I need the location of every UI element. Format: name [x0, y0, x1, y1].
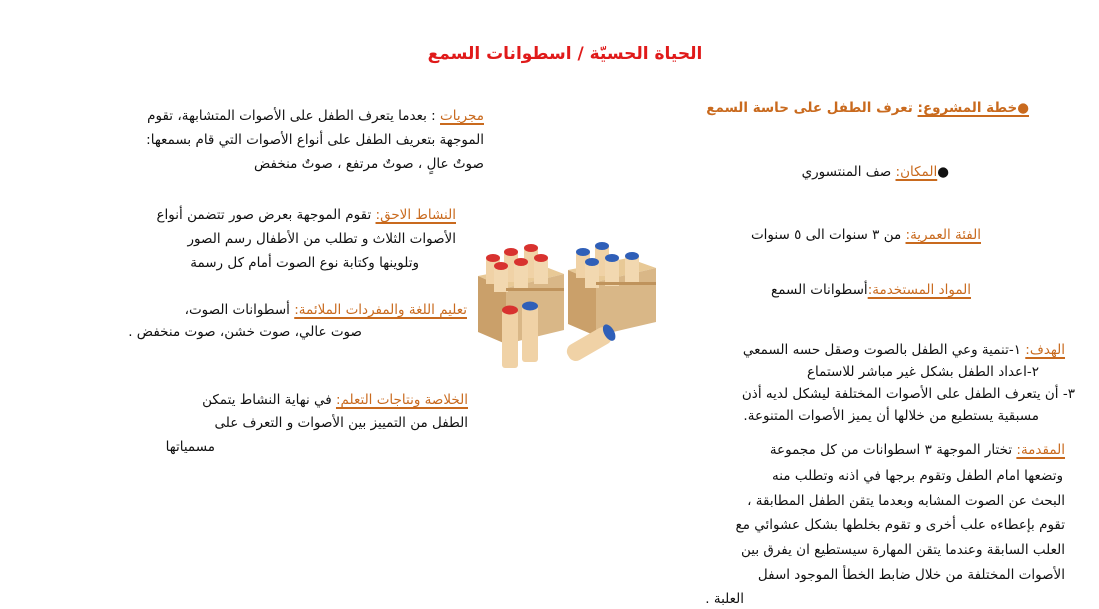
age-line — [751, 225, 981, 245]
bullet-icon: ● — [937, 164, 949, 180]
intro-text-4: تقوم بإعطاءه علب أخرى و تقوم بخلطها بشكل عشوائي مع — [735, 517, 1065, 533]
sum-text-2: الطفل من التمييز بين الأصوات و التعرف على — [214, 415, 468, 431]
next-line-1 — [156, 205, 456, 225]
age-label: الفئة العمرية: — [905, 227, 981, 243]
intro-text-2: وتضعها امام الطفل وتقوم برجها في اذنه وتطلب منه — [771, 468, 1063, 484]
goal-text-1: ١-تنمية وعي الطفل بالصوت وصقل حسه السمعي — [742, 342, 1026, 358]
goal-line-1 — [743, 340, 1065, 360]
sum-label: الخلاصة ونتاجات التعلم: — [335, 392, 468, 408]
left-wooden-box — [478, 244, 564, 344]
intro-text-1: تختار الموجهة ٣ اسطوانات من كل مجموعة — [769, 442, 1017, 458]
intro-text-7: العلبة . — [705, 591, 744, 607]
goal-text-2: ٢-اعداد الطفل بشكل غير مباشر للاستماع — [806, 364, 1039, 380]
exp-text-1: : بعدما يتعرف الطفل على الأصوات المتشابهة، تقوم — [147, 108, 441, 124]
goal-text-4: مسبقية يستطيع من خلالها أن يميز الأصوات المتنوعة. — [743, 408, 1039, 424]
place-text: صف المنتسوري — [801, 164, 896, 180]
age-text: من ٣ سنوات الى ٥ سنوات — [750, 227, 906, 243]
plan-line — [706, 98, 1029, 118]
lang-text-1: أسطوانات الصوت، — [184, 302, 295, 318]
materials-line — [771, 280, 971, 300]
intro-text-5: العلب السابقة وعندما يتقن المهارة سيستطيع ان يفرق بين — [740, 542, 1065, 558]
plan-label: ●خطة المشروع: — [917, 100, 1029, 116]
materials-label: المواد المستخدمة: — [867, 282, 971, 298]
goal-label: الهدف: — [1025, 342, 1065, 358]
goal-text-3: ٣- أن يتعرف الطفل على الأصوات المختلفة ليشكل لديه أذن — [741, 386, 1075, 402]
place-label: المكان: — [895, 164, 938, 180]
intro-line-1 — [770, 440, 1065, 460]
lang-text-2: صوت عالي، صوت خشن، صوت منخفض . — [128, 324, 362, 340]
intro-text-6: الأصوات المختلفة من خلال ضابط الخطأ الموجود اسفل — [757, 567, 1065, 583]
materials-text: أسطوانات السمع — [771, 282, 868, 298]
next-text-3: وتلوينها وكتابة نوع الصوت أمام كل رسمة — [190, 255, 419, 271]
page-title: الحياة الحسيّة / اسطوانات السمع — [427, 44, 703, 64]
place-line — [802, 162, 949, 182]
next-label: النشاط الاحق: — [375, 207, 456, 223]
intro-label: المقدمة: — [1016, 442, 1065, 458]
lang-label: تعليم اللغة والمفردات الملائمة: — [294, 302, 467, 318]
exp-label: مجريات — [440, 108, 484, 124]
right-wooden-box — [568, 242, 656, 336]
sum-text-1: في نهاية النشاط يتمكن — [202, 392, 336, 408]
intro-text-3: البحث عن الصوت المشابه وبعدما يتقن الطفل المطابقة ، — [747, 493, 1065, 509]
exp-text-2: الموجهة بتعريف الطفل على أنواع الأصوات التي قام بسمعها: — [146, 132, 484, 148]
plan-text: تعرف الطفل على حاسة السمع — [706, 100, 918, 116]
sum-text-3: مسمياتها — [165, 439, 215, 455]
sum-line-1 — [202, 390, 468, 410]
lang-line-1 — [185, 300, 467, 320]
next-text-2: الأصوات الثلاث و تطلب من الأطفال رسم الصور — [187, 231, 456, 247]
sound-cylinders-image — [468, 236, 668, 376]
exp-line-1 — [147, 106, 484, 126]
exp-text-3: صوتٌ عالٍ ، صوتٌ مرتفع ، صوتٌ منخفض — [253, 156, 484, 172]
next-text-1: تقوم الموجهة بعرض صور تتضمن أنواع — [156, 207, 376, 223]
